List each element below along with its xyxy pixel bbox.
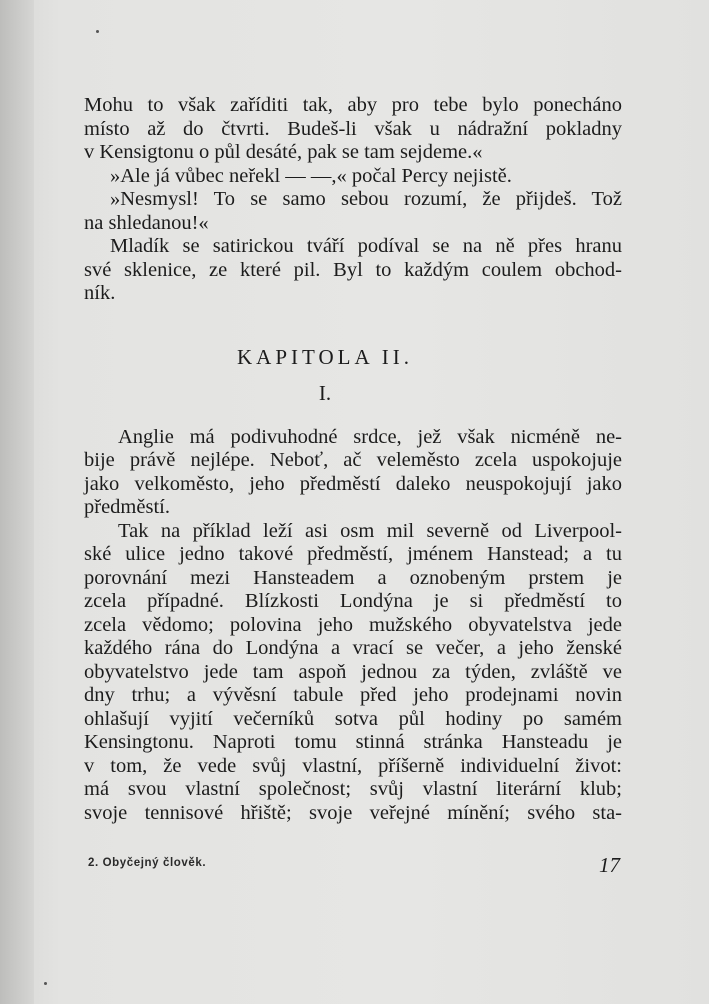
page-text-block: [84, 94, 622, 825]
text-line: Mohu to však zaříditi tak, aby pro tebe bylo ponecháno: [84, 94, 622, 116]
text-line: dny trhu; a vývěsní tabule před jeho prodejnami novin: [84, 684, 622, 706]
text-line: ohlašují vyjití večerníků sotva půl hodiny po samém: [84, 707, 622, 730]
text-line: ník.: [84, 282, 116, 304]
text-line: své sklenice, ze které pil. Byl to každým coulem obchod-: [84, 258, 622, 281]
paragraph-hanstead: [84, 520, 622, 826]
paper-speck: [44, 982, 47, 985]
text-line: »Nesmysl! To se samo sebou rozumí, že přijdeš. Tož: [110, 188, 622, 210]
text-line: předměstí.: [84, 496, 170, 518]
text-line: každého rána do Londýna a vrací se večer, a jeho ženské: [84, 637, 622, 659]
paragraph-nonsense: [84, 188, 622, 235]
text-line: ské ulice jedno takové předměstí, jménem Hanstead; a tu: [84, 543, 622, 565]
paragraph-dialogue-end: [84, 94, 622, 165]
paragraph-percy: [84, 165, 622, 189]
section-heading: I.: [318, 380, 332, 405]
page-number: 17: [599, 853, 620, 877]
text-line: porovnání mezi Hansteadem a oznobeným prstem je: [84, 566, 622, 589]
text-line: zcela případné. Blízkosti Londýna je si předměstí to: [84, 590, 622, 612]
text-line: Mladík se satirickou tváří podíval se na ně přes hranu: [110, 235, 622, 257]
text-line: Kensingtonu. Naproti tomu stinná stránka Hansteadu je: [84, 731, 622, 753]
text-line: Tak na příklad leží asi osm mil severně od Liverpool-: [118, 519, 622, 542]
page-footer: [88, 853, 620, 877]
text-line: zcela vědomo; polovina jeho mužského obyvatelstva jede: [84, 613, 622, 636]
text-line: na shledanou!«: [84, 211, 209, 234]
text-line: v Kensigtonu o půl desáté, pak se tam sejdeme.«: [84, 141, 483, 163]
chapter-spacer: [84, 306, 622, 344]
text-line: obyvatelstvo jede tam aspoň jednou za týden, zvláště ve: [84, 660, 622, 683]
text-line: má svou vlastní společnost; svůj vlastní literární klub;: [84, 778, 622, 800]
text-line: svoje tennisové hřiště; svoje veřejné mínění; svého sta-: [84, 801, 622, 824]
book-spine-shadow: [0, 0, 34, 1004]
text-line: »Ale já vůbec neřekl — —,« počal Percy nejistě.: [110, 164, 512, 187]
text-line: jako velkoměsto, jeho předměstí daleko neuspokojují jako: [84, 472, 622, 495]
text-line: bije právě nejlépe. Neboť, ač veleměsto zcela uspokojuje: [84, 449, 622, 471]
signature-mark: 2. Obyčejný člověk.: [88, 857, 207, 869]
paragraph-young-man: [84, 235, 622, 306]
text-line: místo až do čtvrti. Budeš-li však u nádražní pokladny: [84, 117, 622, 140]
paper-speck: [96, 30, 99, 33]
chapter-heading: KAPITOLA II.: [237, 344, 413, 369]
text-line: Anglie má podivuhodné srdce, jež však nicméně ne-: [118, 425, 622, 448]
paragraph-anglie: [84, 426, 622, 520]
text-line: v tom, že vede svůj vlastní, příšerně individuelní život:: [84, 754, 622, 777]
